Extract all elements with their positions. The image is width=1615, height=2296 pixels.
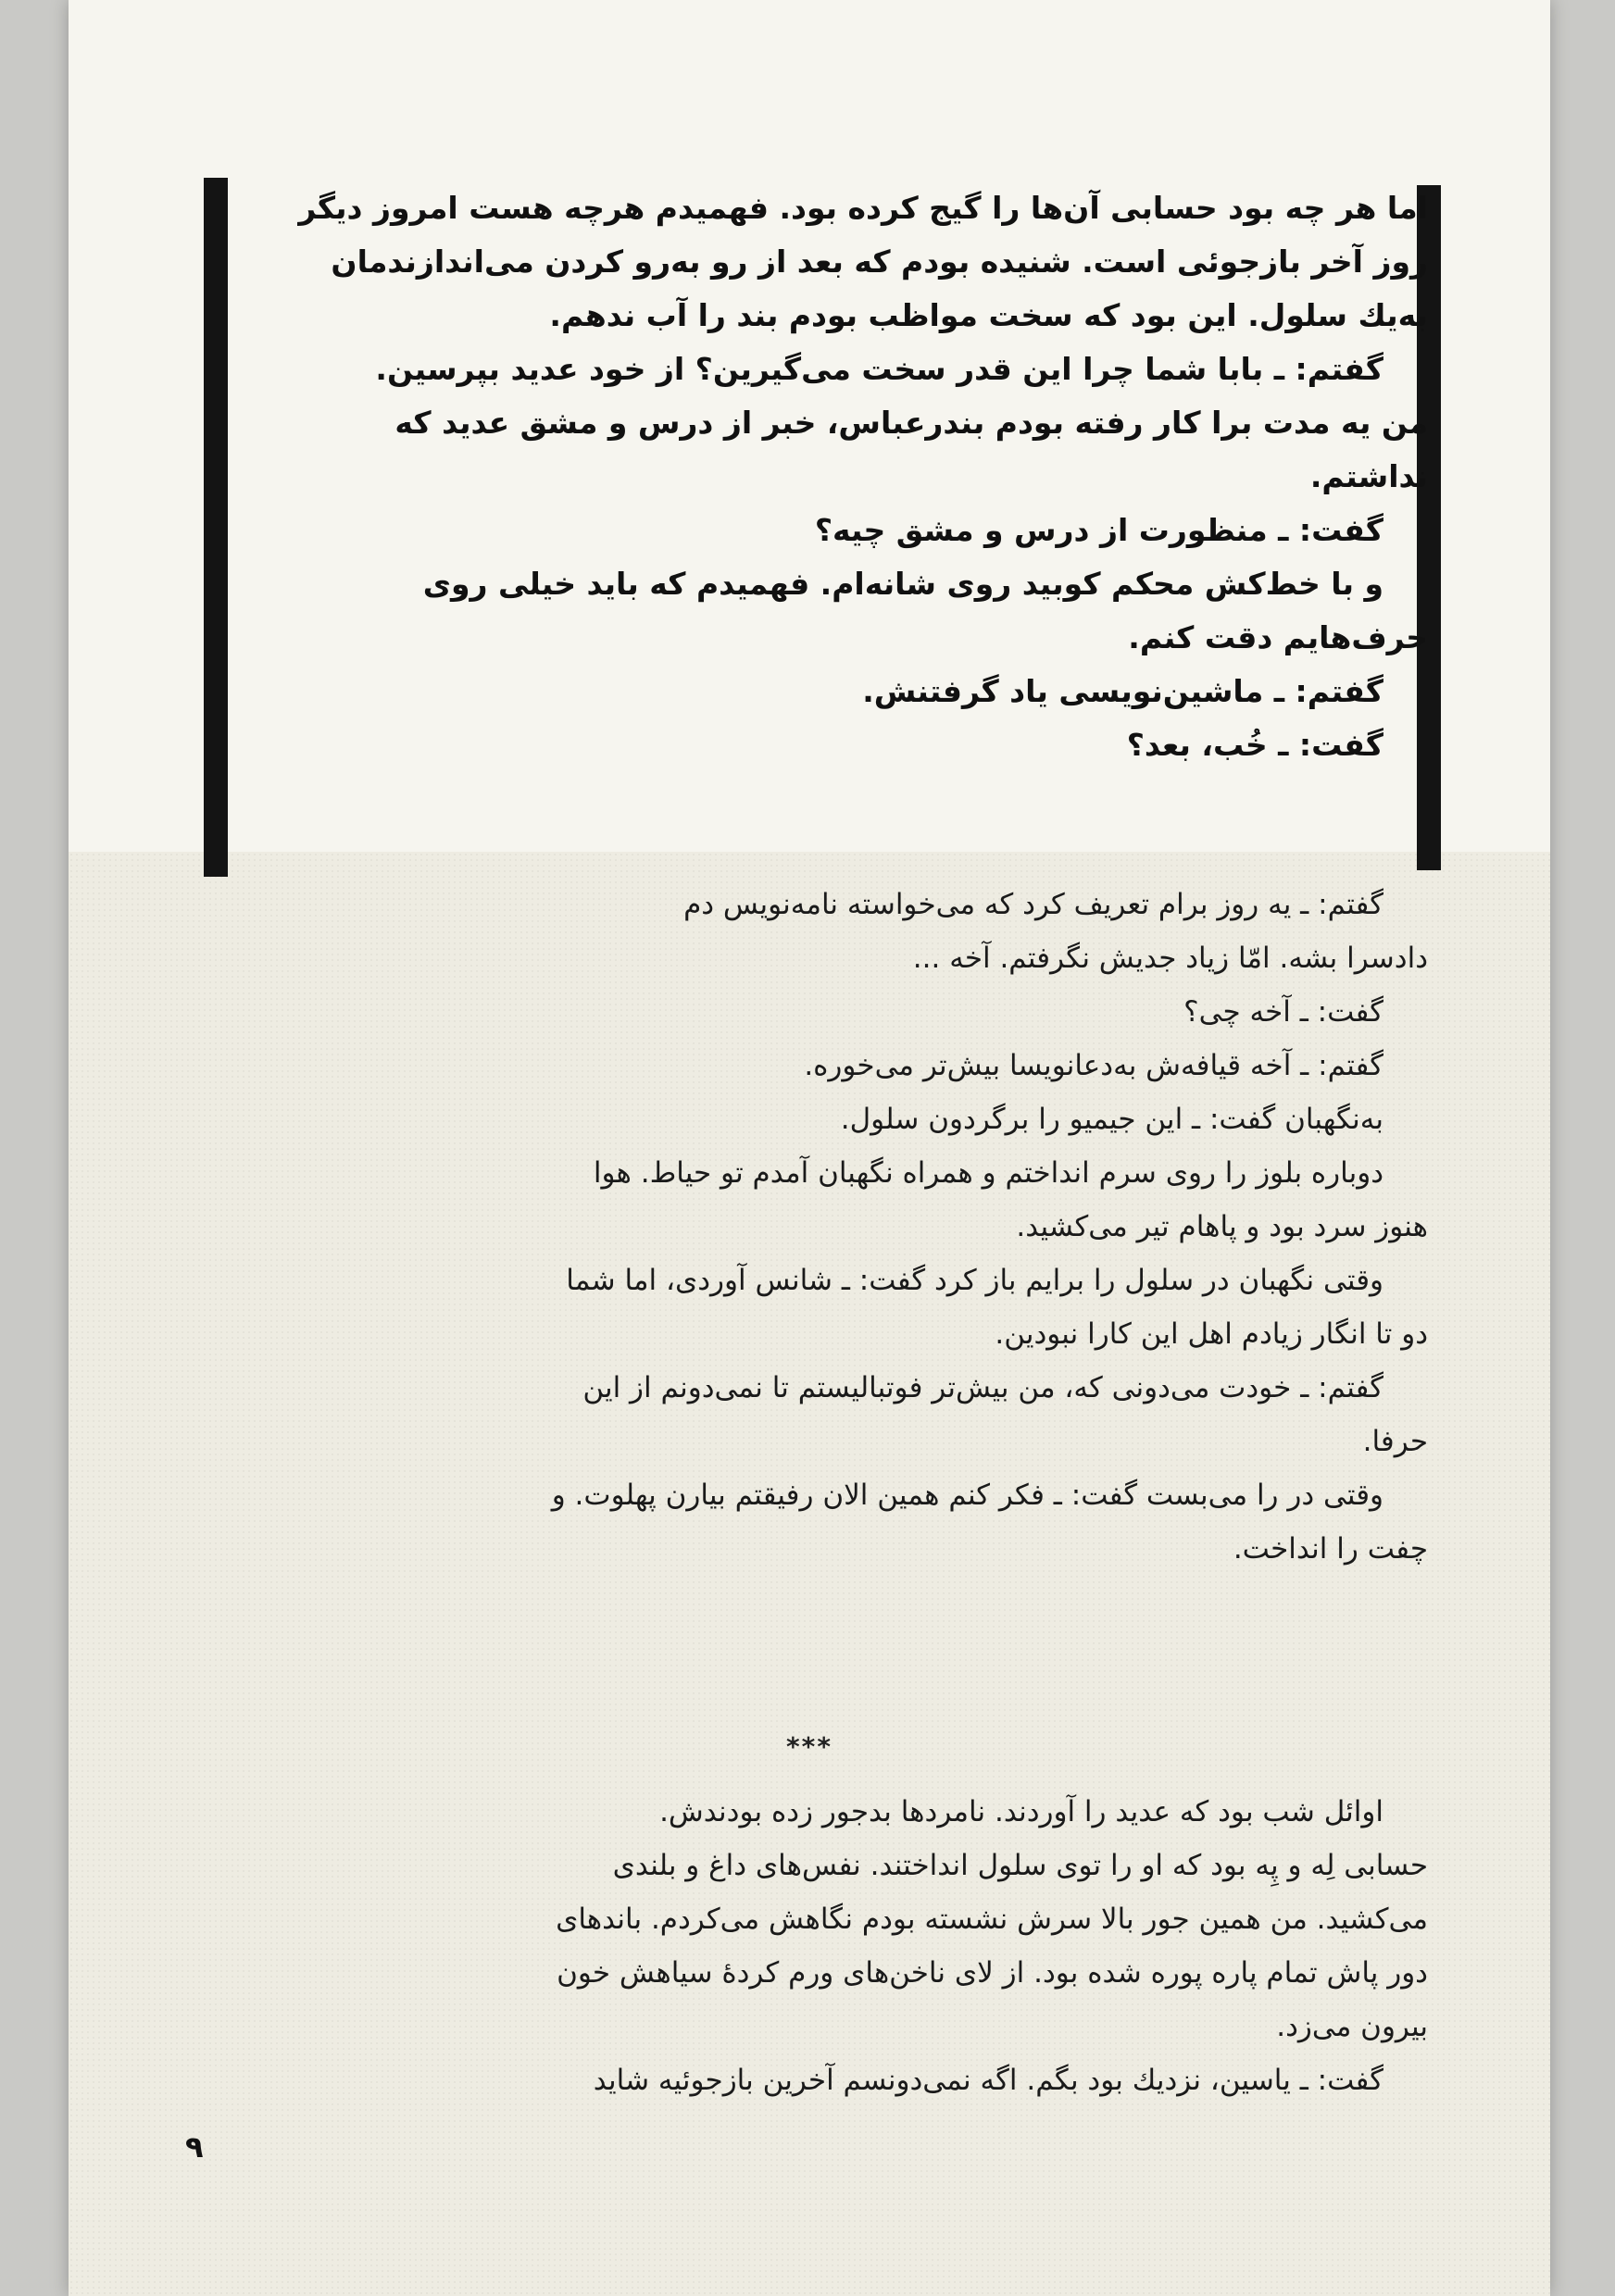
text-line: حرف‌هایم دقت کنم. xyxy=(1128,619,1428,655)
text-line: اما هر چه بود حسابی آن‌ها را گیج کرده بود. فهمیدم هرچه هست امروز دیگر xyxy=(298,190,1428,226)
text-line: دو تا انگار زیادم اهل این کارا نبودین. xyxy=(995,1317,1428,1351)
continuation-passage xyxy=(248,878,1428,1576)
text-line: گفت: ـ آخه چی؟ xyxy=(1183,995,1383,1029)
text-line: می‌کشید. من همین جور بالا سرش نشسته بودم نگاهش می‌کردم. باندهای xyxy=(556,1903,1428,1936)
text-line: گفت: ـ خُب، بعد؟ xyxy=(1126,727,1383,763)
text-line: حرفا. xyxy=(1362,1425,1428,1458)
text-line: گفت: ـ منظورت از درس و مشق چیه؟ xyxy=(814,512,1383,548)
page-number: ۹ xyxy=(185,2129,204,2165)
text-line: بیرون می‌زد. xyxy=(1276,2010,1428,2043)
text-line: و با خط‌کش محکم کوبید روی شانه‌ام. فهمیدم که باید خیلی روی xyxy=(422,566,1383,602)
text-line: گفتم: ـ آخه قیافه‌ش به‌دعانویسا بیش‌تر می‌خوره. xyxy=(804,1049,1383,1082)
text-line: اوائل شب بود که عدید را آوردند. نامردها بدجور زده بودندش. xyxy=(659,1795,1383,1828)
next-section-passage xyxy=(248,1785,1428,2107)
text-line: گفتم: ـ ماشین‌نویسی یاد گرفتنش. xyxy=(862,673,1383,709)
text-line: گفتم: ـ خودت می‌دونی که، من بیش‌تر فوتبالیستم تا نمی‌دونم از این xyxy=(582,1371,1383,1404)
section-separator: *** xyxy=(786,1731,833,1762)
text-line: چفت را انداخت. xyxy=(1233,1532,1428,1566)
text-line: دوباره بلوز را روی سرم انداختم و همراه نگهبان آمدم تو حیاط. هوا xyxy=(593,1156,1383,1190)
text-line: هنوز سرد بود و پاهام تیر می‌کشید. xyxy=(1016,1210,1428,1243)
text-line: گفتم: ـ یه روز برام تعریف کرد که می‌خواسته نامه‌نویس دم xyxy=(683,888,1383,921)
document-page xyxy=(69,0,1550,2296)
text-line: من یه مدت برا کار رفته بودم بندرعباس، خبر از درس و مشق عدید که xyxy=(394,405,1428,441)
text-line: گفتم: ـ بابا شما چرا این قدر سخت می‌گیرین؟ از خود عدید بپرسین. xyxy=(375,351,1383,387)
text-line: گفت: ـ یاسین، نزدیك بود بگم. اگه نمی‌دونسم آخرین بازجوئیه شاید xyxy=(593,2064,1383,2097)
text-line: به‌نگهبان گفت: ـ این جیمیو را برگردون سلول. xyxy=(840,1103,1383,1136)
text-line: دور پاش تمام پاره پوره شده بود. از لای ناخن‌های ورم کردهٔ سیاهش خون xyxy=(557,1956,1428,1990)
text-line: به‌یك سلول. این بود که سخت مواظب بودم بند را آب ندهم. xyxy=(549,297,1428,333)
text-line: نداشتم. xyxy=(1309,458,1428,494)
text-line: روز آخر بازجوئی است. شنیده بودم که بعد از رو به‌رو کردن می‌اندازندمان xyxy=(331,243,1428,280)
highlighted-passage xyxy=(248,181,1428,772)
text-line: وقتی در را می‌بست گفت: ـ فکر کنم همین الان رفیقتم بیارن پهلوت. و xyxy=(551,1479,1383,1512)
text-line: دادسرا بشه. امّا زیاد جدیش نگرفتم. آخه ... xyxy=(912,942,1428,975)
text-line: وقتی نگهبان در سلول را برایم باز کرد گفت: ـ شانس آوردی، اما شما xyxy=(566,1264,1383,1297)
text-line: حسابی لِه و پِه بود که او را توی سلول انداختند. نفس‌های داغ و بلندی xyxy=(612,1849,1428,1882)
left-margin-bar xyxy=(204,178,228,877)
